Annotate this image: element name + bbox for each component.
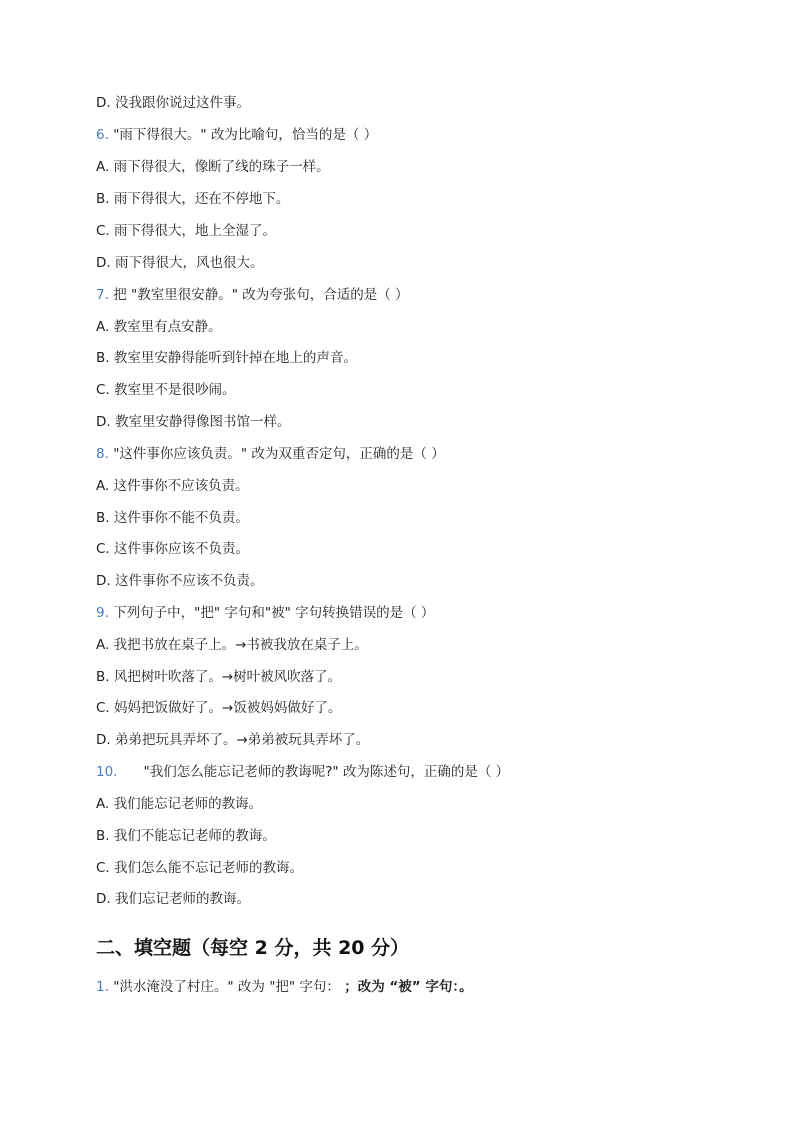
question-number: 8. <box>96 446 109 462</box>
q7-option-a: A. 教室里有点安静。 <box>96 319 222 335</box>
q10-option-a: A. 我们能忘记老师的教诲。 <box>96 796 263 812</box>
q6-option-a: A. 雨下得很大，像断了线的珠子一样。 <box>96 159 330 175</box>
q7-option-c: C. 教室里不是很吵闹。 <box>96 382 236 398</box>
q6-option-c: C. 雨下得很大，地上全湿了。 <box>96 223 277 239</box>
question-number: 7. <box>96 287 109 303</box>
q10-option-b: B. 我们不能忘记老师的教诲。 <box>96 828 276 844</box>
question-number: 10. <box>96 764 118 780</box>
q8-stem: 8. "这件事你应该负责。" 改为双重否定句，正确的是（ ） <box>96 446 445 462</box>
q7-stem: 7. 把 "教室里很安静。" 改为夸张句，合适的是（ ） <box>96 287 409 303</box>
q6-option-d: D. 雨下得很大，风也很大。 <box>96 255 264 271</box>
question-number: 9. <box>96 605 109 621</box>
question-number: 1. <box>96 979 109 995</box>
q8-option-c: C. 这件事你应该不负责。 <box>96 541 250 557</box>
q9-stem: 9. 下列句子中，"把" 字句和"被" 字句转换错误的是（ ） <box>96 605 435 621</box>
question-number: 6. <box>96 127 109 143</box>
q6-stem: 6. "雨下得很大。" 改为比喻句，恰当的是（ ） <box>96 127 378 143</box>
section-title: 二、填空题（每空 2 分，共 20 分） <box>96 937 410 959</box>
q9-option-b: B. 风把树叶吹落了。→树叶被风吹落了。 <box>96 669 342 685</box>
q5-option-d: D. 没我跟你说过这件事。 <box>96 95 250 111</box>
q9-option-a: A. 我把书放在桌子上。→书被我放在桌子上。 <box>96 637 368 653</box>
q8-option-b: B. 这件事你不能不负责。 <box>96 510 249 526</box>
q8-option-d: D. 这件事你不应该不负责。 <box>96 573 264 589</box>
q10-option-c: C. 我们怎么能不忘记老师的教诲。 <box>96 860 304 876</box>
q9-option-c: C. 妈妈把饭做好了。→饭被妈妈做好了。 <box>96 700 342 716</box>
q7-option-d: D. 教室里安静得像图书馆一样。 <box>96 414 291 430</box>
q10-option-d: D. 我们忘记老师的教诲。 <box>96 891 250 907</box>
q7-option-b: B. 教室里安静得能听到针掉在地上的声音。 <box>96 350 357 366</box>
q8-option-a: A. 这件事你不应该负责。 <box>96 478 249 494</box>
fill1-stem: 1. "洪水淹没了村庄。" 改为 "把" 字句： ；改为 “被” 字句：。 <box>96 979 473 995</box>
q6-option-b: B. 雨下得很大，还在不停地下。 <box>96 191 290 207</box>
q9-option-d: D. 弟弟把玩具弄坏了。→弟弟被玩具弄坏了。 <box>96 732 370 748</box>
q10-stem: 10. "我们怎么能忘记老师的教诲呢?" 改为陈述句，正确的是（ ） <box>96 764 510 780</box>
